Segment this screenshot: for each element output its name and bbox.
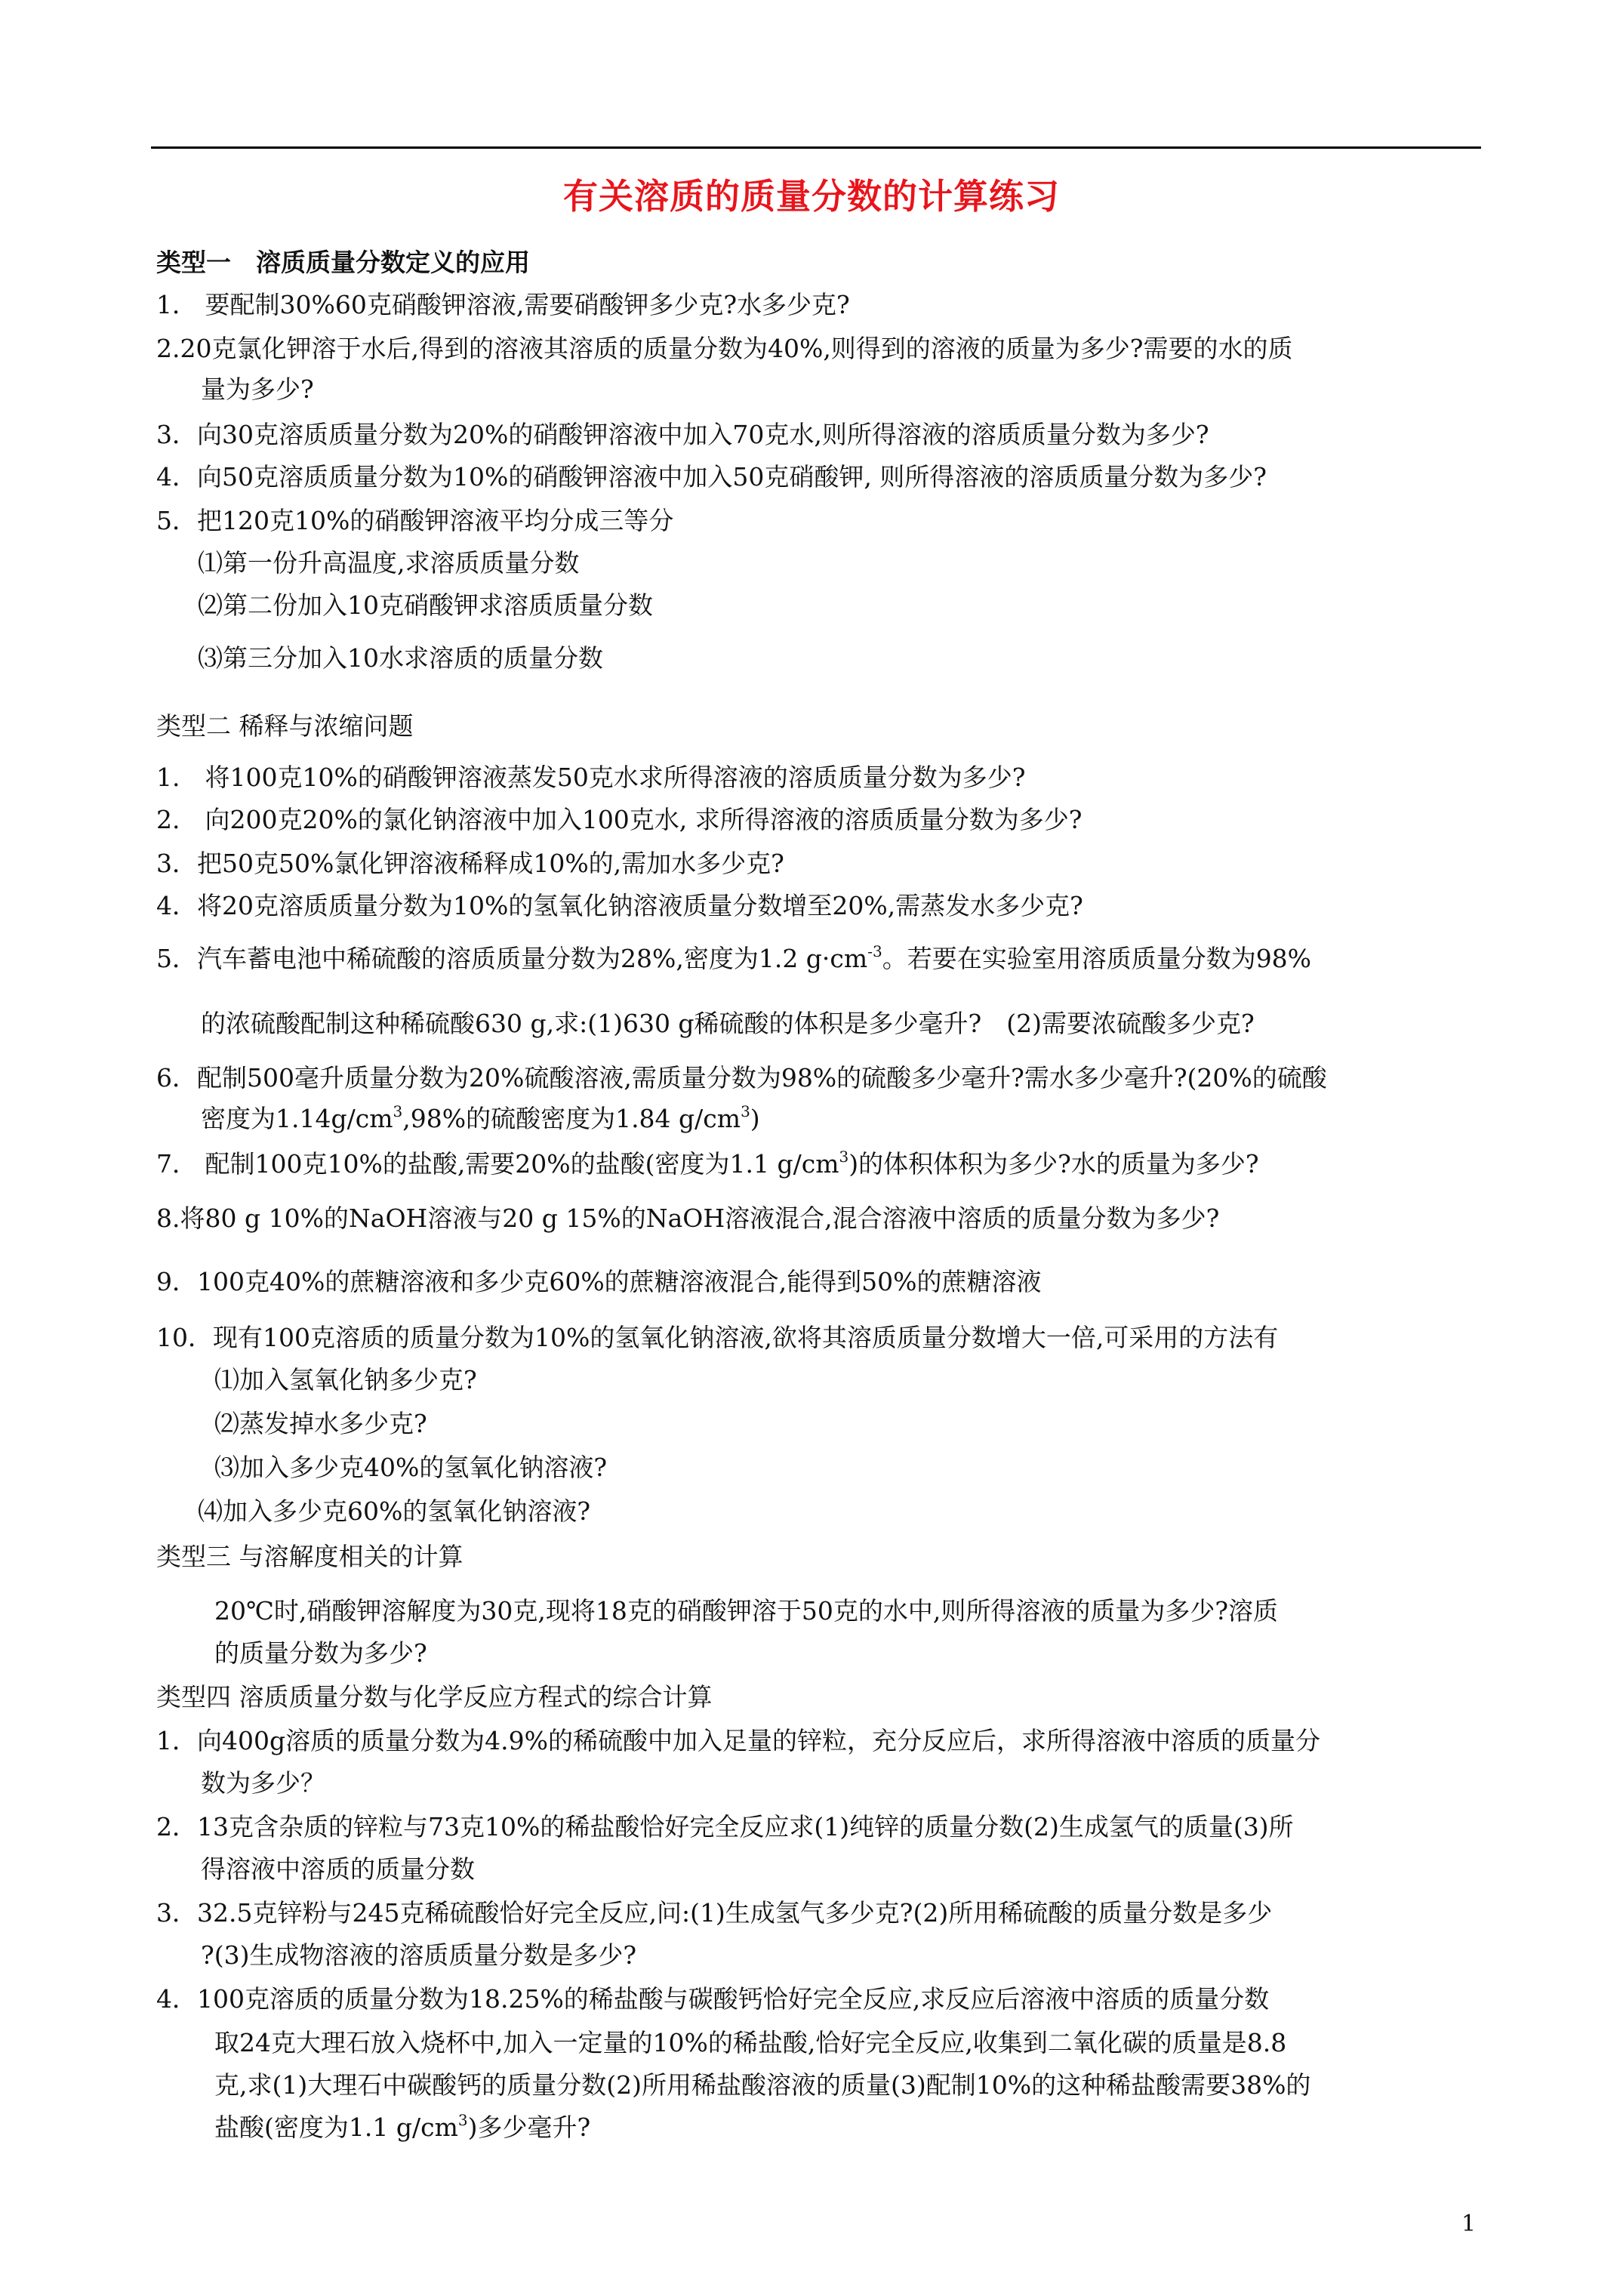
question-line: 的浓硫酸配制这种稀硫酸630 g,求:(1)630 g稀硫酸的体积是多少毫升? (2)需要浓硫酸多少克? [201,1009,1255,1038]
section-heading-4: 类型四 溶质质量分数与化学反应方程式的综合计算 [156,1682,713,1712]
question-subline: ⑷加入多少克60%的氢氧化钠溶液? [198,1496,591,1526]
question-line: 盐酸(密度为1.1 $g/cm^3$)多少毫升? [214,2111,591,2142]
question-subline: ⑴第一份升高温度,求溶质质量分数 [198,548,580,578]
section-heading-2: 类型二 稀释与浓缩问题 [156,711,414,741]
question-line: 数为多少？ [201,1768,325,1798]
question-line: 得溶液中溶质的质量分数 [201,1854,475,1884]
question-line: 1．向400g溶质的质量分数为4.9%的稀硫酸中加入足量的锌粒，充分反应后，求所得溶液中溶质的质量分 [156,1726,1320,1755]
section-heading-1: 类型一 溶质质量分数定义的应用 [156,248,530,277]
question-line: 10．现有100克溶质的质量分数为10%的氢氧化钠溶液,欲将其溶质质量分数增大一倍,可采用的方法有 [156,1323,1279,1352]
question-line: 4．100克溶质的质量分数为18.25%的稀盐酸与碳酸钙恰好完全反应,求反应后溶液中溶质的质量分数 [156,1984,1270,2014]
question-line: 4．向50克溶质质量分数为10%的硝酸钾溶液中加入50克硝酸钾, 则所得溶液的溶质质量分数为多少? [156,462,1267,492]
question-line: 4．将20克溶质质量分数为10%的氢氧化钠溶液质量分数增至20%,需蒸发水多少克? [156,891,1083,920]
question-line: 3．向30克溶质质量分数为20%的硝酸钾溶液中加入70克水,则所得溶液的溶质质量分数为多少? [156,420,1209,449]
question-line: 克,求(1)大理石中碳酸钙的质量分数(2)所用稀盐酸溶液的质量(3)配制10%的这种稀盐酸需要38%的 [214,2070,1311,2100]
question-line: 3．32.5克锌粉与245克稀硫酸恰好完全反应,问:(1)生成氢气多少克?(2)所用稀硫酸的质量分数是多少 [156,1898,1273,1928]
question-line: 20℃时,硝酸钾溶解度为30克,现将18克的硝酸钾溶于50克的水中,则所得溶液的质量为多少?溶质 [214,1596,1279,1626]
question-subline: ⑶第三分加入10水求溶质的质量分数 [198,643,603,673]
question-line: 量为多少? [201,374,314,404]
question-line: 3．把50克50%氯化钾溶液稀释成10%的,需加水多少克? [156,849,784,878]
question-subline: ⑶加入多少克40%的氢氧化钠溶液? [214,1453,608,1482]
question-line: 密度为$1.14g/cm^3,98\%$的硫酸密度为1.84 $g/cm^3$) [201,1102,760,1133]
question-subline: ⑴加入氢氧化钠多少克? [214,1365,477,1395]
page-title: 有关溶质的质量分数的计算练习 [563,176,1060,217]
question-line: 1. 将100克10%的硝酸钾溶液蒸发50克水求所得溶液的溶质质量分数为多少? [156,763,1026,792]
question-line: 2．13克含杂质的锌粒与73克10%的稀盐酸恰好完全反应求(1)纯锌的质量分数(2)生成氢气的质量(3)所 [156,1812,1294,1841]
question-line: 9．100克40%的蔗糖溶液和多少克60%的蔗糖溶液混合,能得到50%的蔗糖溶液 [156,1267,1042,1296]
question-line: 5．把120克10%的硝酸钾溶液平均分成三等分 [156,506,674,535]
question-line: 7． 配制100克10%的盐酸,需要20%的盐酸(密度为1.1 $g/cm^3$)的体积体积为多少?水的质量为多少? [156,1148,1259,1179]
page-number: 1 [1461,2211,1477,2237]
question-line: 取24克大理石放入烧杯中,加入一定量的10%的稀盐酸,恰好完全反应,收集到二氧化碳的质量是8.8 [214,2028,1287,2057]
question-line: 1． 要配制30%60克硝酸钾溶液,需要硝酸钾多少克?水多少克? [156,290,850,319]
header-rule [151,146,1481,149]
question-line: 2. 向200克20%的氯化钠溶液中加入100克水, 求所得溶液的溶质质量分数为多少? [156,805,1083,834]
section-heading-3: 类型三 与溶解度相关的计算 [156,1542,463,1571]
question-subline: ⑵蒸发掉水多少克? [214,1409,427,1438]
question-line: 6．配制500毫升质量分数为20%硫酸溶液,需质量分数为98%的硫酸多少毫升?需水多少毫升?(20%的硫酸 [156,1063,1327,1093]
question-line: ?(3)生成物溶液的溶质质量分数是多少? [201,1940,637,1970]
question-line: 2.20克氯化钾溶于水后,得到的溶液其溶质的质量分数为40%,则得到的溶液的质量为多少?需要的水的质 [156,334,1293,363]
question-line: 8.将80 g 10%的NaOH溶液与20 g 15%的NaOH溶液混合,混合溶液中溶质的质量分数为多少? [156,1203,1220,1233]
question-subline: ⑵第二份加入10克硝酸钾求溶质质量分数 [198,590,653,620]
question-line: 5．汽车蓄电池中稀硫酸的溶质质量分数为28%,密度为1.2 $g\cdot cm^{-3}$。若要在实验室用溶质质量分数为98% [156,942,1312,973]
question-line: 的质量分数为多少? [214,1638,427,1668]
